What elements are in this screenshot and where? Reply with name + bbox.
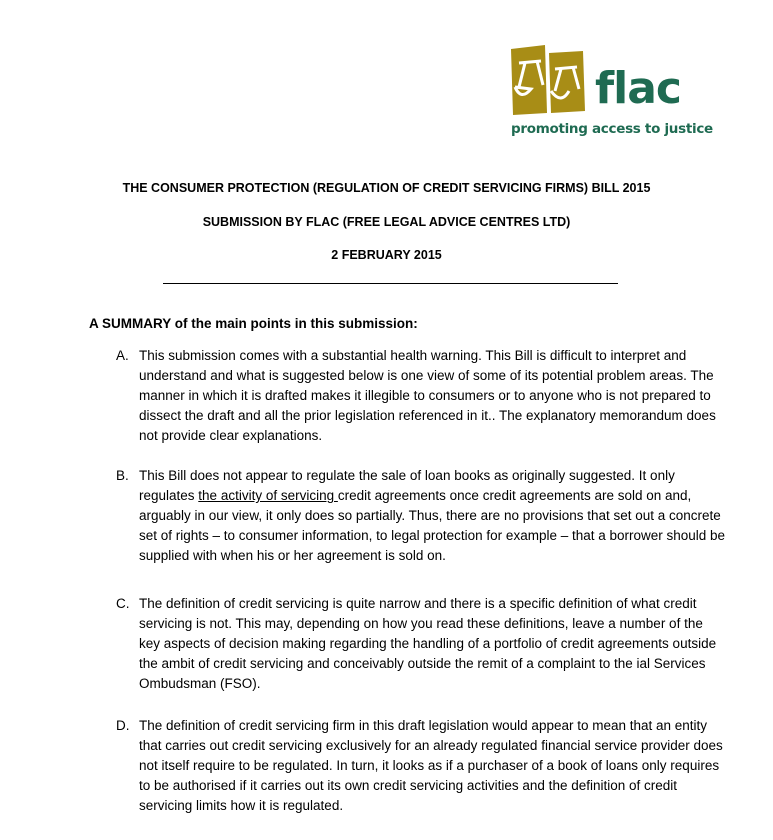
document-title: THE CONSUMER PROTECTION (REGULATION OF CREDIT SERVICING FIRMS) BILL 2015	[122, 181, 651, 195]
summary-item-d	[116, 716, 726, 816]
scales-of-justice-icon	[511, 45, 585, 115]
logo-tagline: promoting access to justice	[511, 121, 713, 137]
item-text-part: credit agreements once credit agreements are sold on and, arguably in our view, it only does so partially. Thus, there are no provisions that set out a concrete set of rights – to consumer information, to legal protection for example – that a borrower should be supplied with when his or her agreement is sold on.	[139, 488, 726, 563]
item-letter: C.	[116, 596, 130, 611]
summary-heading: A SUMMARY of the main points in this submission:	[89, 316, 418, 331]
summary-item-c	[116, 594, 726, 694]
divider	[163, 283, 618, 284]
item-text: This submission comes with a substantial health warning. This Bill is difficult to interpret and understand and what is suggested below is one view of some of its potential problem areas. The manner in which it is drafted makes it illegible to consumers or to anyone who is not prepared to dissect the draft and all the prior legislation referenced in it.. The explanatory memorandum does not provide clear explanations.	[139, 348, 716, 443]
item-text: The definition of credit servicing is quite narrow and there is a specific definition of what credit servicing is not. This may, depending on how you read these definitions, leave a number of the key aspects of decision making regarding the handling of a portfolio of credit agreements outside the ambit of credit servicing and conceivably outside the remit of a complaint to the ial Services Ombudsman (FSO).	[139, 596, 717, 691]
flac-logo	[511, 45, 713, 145]
document-subtitle: SUBMISSION BY FLAC (FREE LEGAL ADVICE CENTRES LTD)	[202, 215, 571, 229]
item-text-part: This Bill does not appear to regulate the sale of loan books as originally suggested. It only regulates	[139, 468, 675, 503]
logo-wordmark: flac	[595, 63, 681, 114]
underlined-phrase: the activity of servicing	[198, 488, 338, 503]
item-text: The definition of credit servicing firm in this draft legislation would appear to mean that an entity that carries out credit servicing exclusively for an already regulated financial service provider does not itself require to be regulated. In turn, it looks as if a purchaser of a book of loans only requires to be authorised if it carries out its own credit servicing activities and the definition of credit servicing limits how it is regulated.	[139, 718, 723, 813]
summary-item-a	[116, 346, 726, 446]
item-letter: B.	[116, 468, 129, 483]
item-text	[139, 466, 726, 566]
item-letter: D.	[116, 718, 130, 733]
document-date: 2 FEBRUARY 2015	[331, 248, 442, 262]
summary-item-b	[116, 466, 726, 566]
item-letter: A.	[116, 348, 129, 363]
